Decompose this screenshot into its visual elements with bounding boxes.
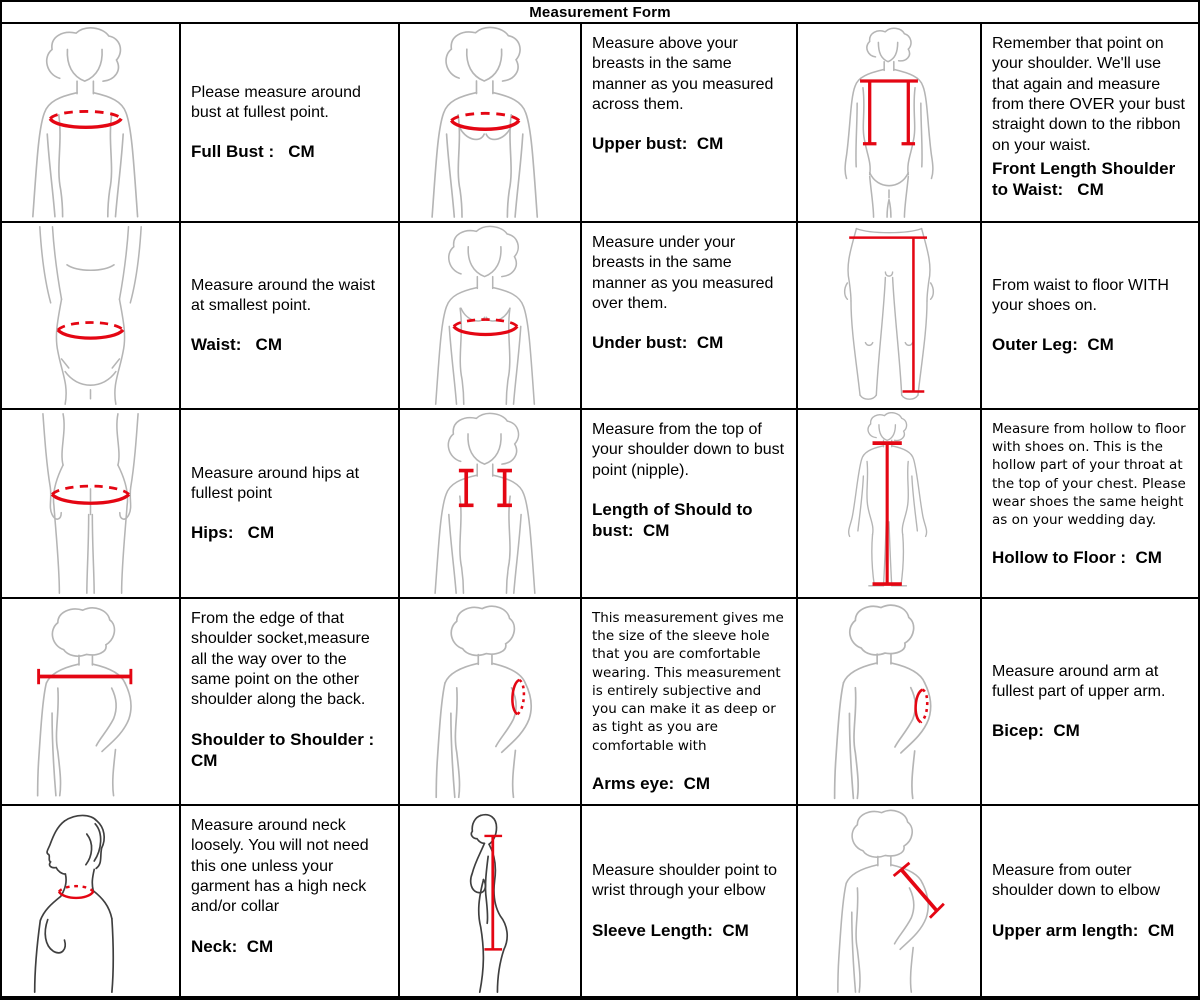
sleeve-length-figure [402, 808, 578, 994]
measure-label: Front Length Shoulder to Waist: CM [992, 158, 1180, 200]
text-cell-neck [181, 806, 400, 998]
full-bust-figure [4, 26, 177, 219]
figure-cell-sleeve-length [400, 806, 582, 998]
measure-label: Sleeve Length: CM [592, 920, 749, 940]
text-cell-waist [181, 223, 400, 410]
measure-description: Measure around arm at fullest part of upper arm. [992, 662, 1166, 700]
measure-description: Measure above your breasts in the same manner as you measured across them. [592, 35, 778, 113]
measure-description: Measure around the waist at smallest point. [191, 276, 380, 314]
upper-bust-figure [402, 26, 578, 219]
measure-label: Neck: CM [191, 936, 274, 956]
measure-label: Upper bust: CM [592, 134, 724, 154]
figure-cell-front-length [798, 24, 982, 223]
measure-description: Measure from the top of your shoulder down to bust point (nipple). [592, 421, 789, 479]
text-cell-upper-arm-length [982, 806, 1198, 998]
measure-description: Measure from hollow to floor with shoes on. This is the hollow part of your throat at the top of your chest. Please wear shoes the same height as on your wedding day. [992, 421, 1191, 529]
bicep-figure [800, 601, 978, 802]
figure-cell-hollow-to-floor [798, 410, 982, 599]
under-bust-figure [402, 225, 578, 406]
shoulder-to-bust-figure [402, 412, 578, 595]
measure-description: Measure under your breasts in the same manner as you measured over them. [592, 234, 778, 312]
measure-description: Measure around hips at fullest point [191, 464, 364, 502]
figure-cell-waist [2, 223, 181, 410]
figure-cell-under-bust [400, 223, 582, 410]
measure-label: Upper arm length: CM [992, 920, 1175, 940]
figure-cell-shoulder-to-shoulder [2, 599, 181, 806]
measure-label: Outer Leg: CM [992, 335, 1114, 355]
measurement-grid [2, 24, 1198, 998]
figure-cell-shoulder-to-bust [400, 410, 582, 599]
measure-description: This measurement gives me the size of the sleeve hole that you are comfortable wearing. This measurement is entirely subjective and you can make it as deep or as tight as you are comfortable with [592, 610, 789, 754]
text-cell-full-bust [181, 24, 400, 223]
measure-description: Remember that point on your shoulder. We'll use that again and measure from there OVER your bust straight down to the ribbon on your waist. [992, 35, 1190, 154]
upper-arm-length-figure [800, 808, 978, 994]
measure-label: Under bust: CM [592, 333, 724, 353]
front-length-shoulder-to-waist-figure [800, 26, 978, 219]
text-cell-hollow-to-floor [982, 410, 1198, 599]
measure-label: Waist: CM [191, 335, 282, 355]
text-cell-front-length [982, 24, 1198, 223]
text-cell-sleeve-length [582, 806, 798, 998]
measure-label: Hips: CM [191, 523, 275, 543]
hollow-to-floor-figure [800, 412, 978, 595]
measure-description: Please measure around bust at fullest point. [191, 83, 366, 121]
shoulder-to-shoulder-figure [4, 601, 177, 802]
measure-label: Shoulder to Shoulder : CM [191, 729, 379, 770]
figure-cell-hips [2, 410, 181, 599]
figure-cell-bicep [798, 599, 982, 806]
figure-cell-neck [2, 806, 181, 998]
measure-label: Bicep: CM [992, 721, 1080, 741]
measure-description: From waist to floor WITH your shoes on. [992, 276, 1174, 314]
measure-description: Measure shoulder point to wrist through your elbow [592, 862, 782, 900]
measure-description: Measure around neck loosely. You will not need this one unless your garment has a high neck and/or collar [191, 817, 374, 916]
measure-label: Length of Should to bust: CM [592, 499, 758, 541]
waist-figure [4, 225, 177, 406]
page-title: Measurement Form [2, 2, 1198, 24]
text-cell-outer-leg [982, 223, 1198, 410]
figure-cell-upper-arm-length [798, 806, 982, 998]
figure-cell-full-bust [2, 24, 181, 223]
text-cell-arms-eye [582, 599, 798, 806]
hips-figure [4, 412, 177, 595]
figure-cell-upper-bust [400, 24, 582, 223]
outer-leg-figure [800, 225, 978, 406]
measure-label: Hollow to Floor : CM [992, 548, 1162, 568]
measure-label: Full Bust : CM [191, 142, 315, 162]
measure-description: From the edge of that shoulder socket,measure all the way over to the same point on the other shoulder along the back. [191, 610, 375, 709]
text-cell-bicep [982, 599, 1198, 806]
measure-description: Measure from outer shoulder down to elbow [992, 862, 1161, 900]
text-cell-shoulder-to-bust [582, 410, 798, 599]
text-cell-hips [181, 410, 400, 599]
text-cell-under-bust [582, 223, 798, 410]
neck-figure [4, 808, 177, 994]
arms-eye-figure [402, 601, 578, 802]
measure-label: Arms eye: CM [592, 773, 711, 793]
figure-cell-outer-leg [798, 223, 982, 410]
text-cell-upper-bust [582, 24, 798, 223]
text-cell-shoulder-to-shoulder [181, 599, 400, 806]
figure-cell-arms-eye [400, 599, 582, 806]
